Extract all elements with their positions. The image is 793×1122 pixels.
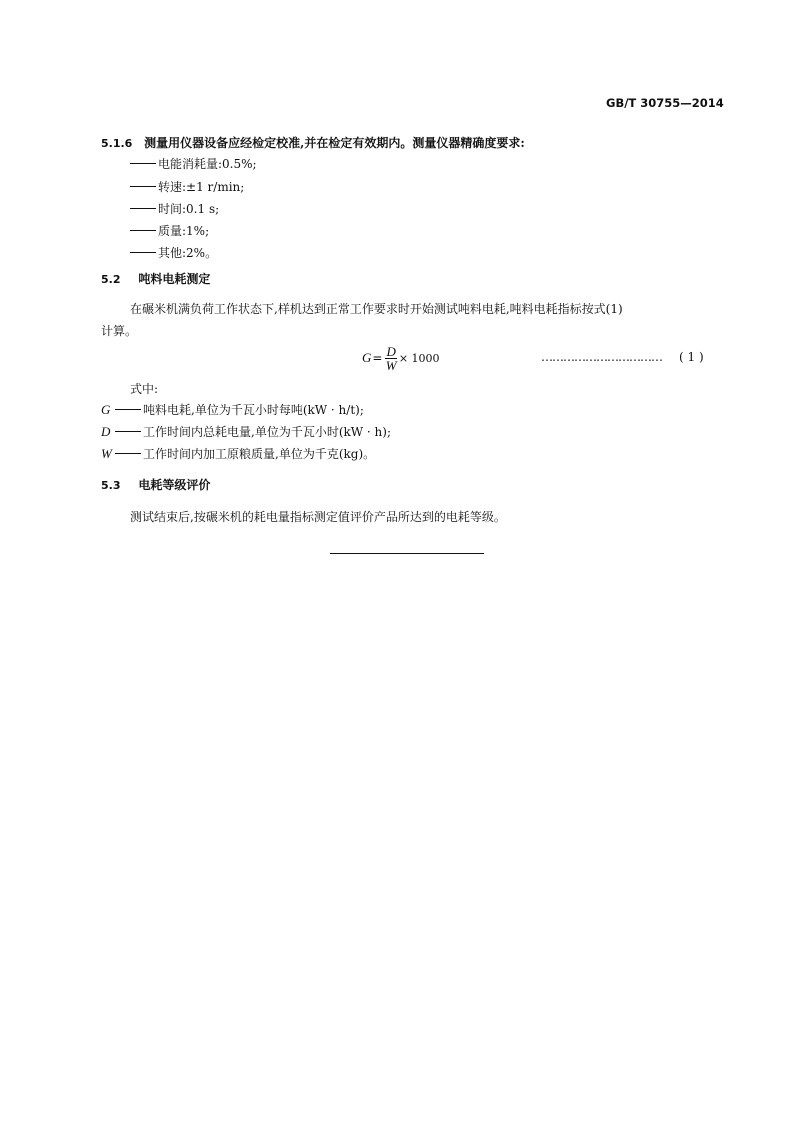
list-item: 电能消耗量:0.5%; bbox=[130, 155, 257, 172]
dash-marker bbox=[115, 409, 141, 410]
formula-number: ( 1 ) bbox=[679, 350, 704, 364]
dash-marker bbox=[115, 453, 141, 454]
paragraph-line: 在碾米机满负荷工作状态下,样机达到正常工作要求时开始测试吨料电耗,吨料电耗指标按式(1) bbox=[130, 302, 623, 316]
formula-leader-dots: …………………………… bbox=[541, 350, 662, 364]
section-5-2-heading bbox=[101, 270, 210, 287]
formula-numerator: D bbox=[386, 343, 396, 359]
clause-5-1-6 bbox=[101, 134, 525, 151]
dash-marker bbox=[130, 163, 156, 164]
section-title: 电耗等级评价 bbox=[138, 478, 211, 492]
section-5-3-heading bbox=[101, 476, 210, 493]
standard-code: GB/T 30755—2014 bbox=[606, 96, 724, 110]
formula-lhs: G bbox=[362, 350, 372, 365]
clause-number: 5.1.6 bbox=[101, 137, 133, 150]
formula-denominator: W bbox=[385, 357, 397, 373]
dash-marker bbox=[130, 230, 156, 231]
variable-definition: G 吨料电耗,单位为千瓦小时每吨(kW · h/t); bbox=[101, 402, 364, 417]
formula-equals: = bbox=[372, 351, 383, 365]
list-item: 质量:1%; bbox=[130, 222, 209, 239]
paragraph-line: 测试结束后,按碾米机的耗电量指标测定值评价产品所达到的电耗等级。 bbox=[130, 510, 506, 524]
end-rule bbox=[330, 553, 484, 554]
list-item: 其他:2%。 bbox=[130, 244, 217, 261]
formula-fraction bbox=[385, 345, 396, 372]
section-number: 5.2 bbox=[101, 273, 121, 286]
variable-symbol: D bbox=[101, 424, 111, 439]
clause-text: 测量用仪器设备应经检定校准,并在检定有效期内。测量仪器精确度要求: bbox=[144, 136, 525, 150]
paragraph-line: 计算。 bbox=[101, 324, 138, 338]
variable-symbol: W bbox=[101, 446, 112, 461]
formula-1 bbox=[362, 341, 440, 375]
formula-multiplier: × 1000 bbox=[398, 351, 440, 365]
section-number: 5.3 bbox=[101, 479, 121, 492]
dash-marker bbox=[115, 431, 141, 432]
where-label: 式中: bbox=[130, 382, 159, 396]
list-item: 时间:0.1 s; bbox=[130, 200, 219, 217]
section-title: 吨料电耗测定 bbox=[138, 272, 211, 286]
variable-symbol: G bbox=[101, 402, 111, 417]
dash-marker bbox=[130, 208, 156, 209]
variable-definition: D 工作时间内总耗电量,单位为千瓦小时(kW · h); bbox=[101, 424, 391, 439]
list-item: 转速:±1 r/min; bbox=[130, 178, 244, 195]
variable-definition: W 工作时间内加工原粮质量,单位为千克(kg)。 bbox=[101, 446, 376, 461]
dash-marker bbox=[130, 252, 156, 253]
dash-marker bbox=[130, 186, 156, 187]
